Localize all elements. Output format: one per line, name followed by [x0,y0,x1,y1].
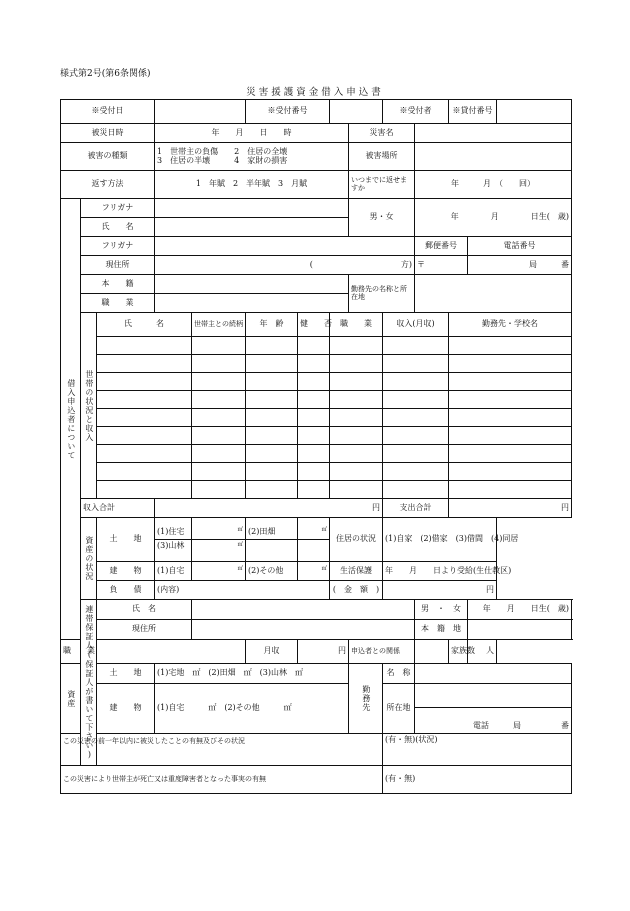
damage-place-field[interactable] [415,143,572,171]
applicant-furigana2-field[interactable] [155,237,415,256]
guarantor-occupation-row [61,640,572,664]
guarantor-address-label: 現住所 [97,620,192,640]
damage-place-label: 被害場所 [349,143,415,171]
application-form-table [60,99,572,794]
member-occupation-cell[interactable] [330,463,383,481]
applicant-address-row [61,256,572,275]
m2-unit: ㎡ [237,526,244,533]
question-2-row [61,766,572,794]
member-health-cell[interactable] [298,391,330,409]
debt-amount-label: ( 金 額 ) [330,581,383,600]
member-income-cell[interactable] [383,409,449,427]
guarantor-land-label: 土 地 [97,664,155,684]
m2-unit: ㎡ [237,542,244,548]
applicant-occupation-label: 職 業 [81,294,155,313]
member-relation-cell[interactable] [192,337,246,355]
member-name-cell[interactable] [97,463,192,481]
member-age-cell[interactable] [246,463,298,481]
member-income-cell[interactable] [383,445,449,463]
member-name-cell[interactable] [97,409,192,427]
applicant-furigana-field[interactable] [155,199,349,218]
member-occupation-cell[interactable] [330,337,383,355]
disaster-name-field[interactable] [415,124,572,143]
household-header-row [61,313,572,337]
household-member-row [61,391,572,409]
welfare-label: 生活保護 [330,562,383,581]
guarantor-building-options[interactable]: (1)自宅 ㎡ (2)その他 ㎡ [155,684,349,734]
repayment-deadline-field[interactable]: 年 月 （ 回） [415,171,572,199]
member-occupation-cell[interactable] [330,373,383,391]
reception-person-label: ※受付者 [383,100,449,124]
member-school-cell[interactable] [449,481,572,499]
guarantor-monthly-label: 月収 [246,640,298,664]
guarantor-assets-label: 資産 [61,664,81,734]
housing-status-options[interactable]: (1)自家 (2)借家 (3)借間 (4)同居 [383,518,497,562]
member-age-cell[interactable] [246,391,298,409]
postal-code-field[interactable]: 〒 [415,256,468,275]
household-member-row [61,355,572,373]
assets-land-residential[interactable] [155,518,192,540]
phone-number-label: 電話番号 [468,237,572,256]
member-name-cell[interactable] [97,337,192,355]
member-name-cell[interactable] [97,445,192,463]
guarantor-name-row [61,600,572,620]
land-residential-unit [192,518,246,540]
member-health-cell[interactable] [298,373,330,391]
member-income-cell[interactable] [383,355,449,373]
assets-debt-content[interactable]: (内容) [155,581,330,600]
household-col-age: 年 齢 [246,313,298,337]
applicant-domicile-label: 本 籍 [81,275,155,294]
assets-land-field[interactable] [246,518,298,540]
applicant-furigana2-row [61,237,572,256]
reception-row [61,100,572,124]
member-relation-cell[interactable] [192,463,246,481]
m2-unit: ㎡ [237,565,244,572]
applicant-furigana-label: フリガナ [81,199,155,218]
household-member-row [61,337,572,355]
applicant-birth[interactable]: 年 月 日生( 歳) [415,199,572,237]
land-forest-text: (3)山林 [157,541,185,550]
household-col-name: 氏 名 [97,313,192,337]
member-occupation-cell[interactable] [330,481,383,499]
household-member-row [61,409,572,427]
loan-number-field[interactable] [497,100,572,124]
member-occupation-cell[interactable] [330,409,383,427]
household-col-occupation: 職 業 [330,313,383,337]
member-age-cell[interactable] [246,445,298,463]
guarantor-relation-field[interactable] [415,640,449,664]
member-income-cell[interactable] [383,481,449,499]
guarantor-land-row [61,664,572,684]
member-health-cell[interactable] [298,481,330,499]
damage-options-line-2: 3 住居の半壊 4 家財の損害 [157,155,288,165]
guarantor-work-label: 勤務先 [349,664,383,734]
question-2-text: この災害により世帯主が死亡又は重度障害者となった事実の有無 [61,766,383,794]
member-occupation-cell[interactable] [330,427,383,445]
land-field-text: (2)田畑 [248,527,276,537]
member-school-cell[interactable] [449,427,572,445]
guarantor-name-field[interactable] [192,600,415,620]
guarantor-work-name-label: 名 称 [383,664,415,684]
disaster-datetime-row [61,124,572,143]
household-col-income: 収入(月収) [383,313,449,337]
assets-building-row [61,562,572,581]
assets-debt-row [61,581,572,600]
income-total-field[interactable]: 円 [155,499,383,518]
member-relation-cell[interactable] [192,427,246,445]
applicant-address-field[interactable]: ( 方) [155,256,415,275]
reception-date-field[interactable] [155,100,246,124]
member-school-cell[interactable] [449,409,572,427]
guarantor-birth[interactable]: 年 月 日生( 歳) [468,600,572,620]
member-name-cell[interactable] [97,427,192,445]
member-school-cell[interactable] [449,391,572,409]
member-relation-cell[interactable] [192,373,246,391]
reception-date-label: ※受付日 [61,100,155,124]
guarantor-work-address-field[interactable] [415,684,572,708]
question-1-text: この災害の前一年以内に被災したことの有無及びその状況 [61,734,383,766]
member-relation-cell[interactable] [192,355,246,373]
applicant-occupation-field[interactable] [155,294,349,313]
welfare-field[interactable]: 年 月 日より受給(生仕教区) [383,562,497,581]
applicant-name-field[interactable] [155,218,349,237]
member-name-cell[interactable] [97,391,192,409]
applicant-workplace-field[interactable] [415,275,572,313]
applicant-furigana2-label: フリガナ [81,237,155,256]
damage-options-line-1: 1 世帯主の負傷 2 住居の全壊 [157,146,288,156]
building-other-unit [298,562,330,581]
guarantor-occupation-field[interactable] [97,640,246,664]
guarantor-building-row [61,684,572,708]
member-school-cell[interactable] [449,337,572,355]
household-member-row [61,463,572,481]
assets-debt-label: 負 債 [97,581,155,600]
repayment-options[interactable]: 1 年賦 2 半年賦 3 月賦 [155,171,349,199]
member-occupation-cell[interactable] [330,355,383,373]
member-age-cell[interactable] [246,337,298,355]
guarantor-work-name-field[interactable] [415,664,572,684]
land-field-unit [298,518,330,540]
assets-building-home[interactable] [155,562,192,581]
guarantor-sex[interactable]: 男 ・ 女 [415,600,468,620]
expense-total-field[interactable]: 円 [449,499,572,518]
assets-building-other[interactable] [246,562,298,581]
income-total-label: 収入合計 [81,499,155,518]
member-health-cell[interactable] [298,427,330,445]
guarantor-domicile-field[interactable] [468,620,572,640]
applicant-sex[interactable]: 男・女 [349,199,415,237]
member-health-cell[interactable] [298,337,330,355]
member-health-cell[interactable] [298,409,330,427]
household-label: 世帯の状況と収入 [81,313,97,499]
applicant-domicile-row [61,275,572,294]
member-school-cell[interactable] [449,445,572,463]
member-occupation-cell[interactable] [330,391,383,409]
question-1-answer[interactable]: (有・無)(状況) [383,734,572,766]
member-income-cell[interactable] [383,337,449,355]
building-home-unit [192,562,246,581]
household-col-relation: 世帯主との続柄 [192,313,246,337]
assets-building-label: 建 物 [97,562,155,581]
member-relation-cell[interactable] [192,481,246,499]
building-home-text: (1)自宅 [157,565,185,575]
household-member-row [61,427,572,445]
disaster-datetime-field[interactable]: 年 月 日 時 [155,124,349,143]
applicant-section-label: 借入申込者について [61,199,81,640]
reception-number-field[interactable] [330,100,383,124]
household-col-school: 勤務先・学校名 [449,313,572,337]
question-2-answer[interactable]: (有・無) [383,766,572,794]
applicant-address-label: 現住所 [81,256,155,275]
member-age-cell[interactable] [246,355,298,373]
applicant-workplace-label: 勤務先の名称と所在地 [349,275,415,313]
member-income-cell[interactable] [383,427,449,445]
member-name-cell[interactable] [97,355,192,373]
member-age-cell[interactable] [246,427,298,445]
applicant-domicile-field[interactable] [155,275,349,294]
guarantor-domicile-label: 本 籍 地 [415,620,468,640]
loan-number-label: ※貸付番号 [449,100,497,124]
household-member-row [61,373,572,391]
assets-land-empty [298,540,330,562]
assets-land-row-1 [61,518,572,540]
member-income-cell[interactable] [383,463,449,481]
m2-unit: ㎡ [321,526,328,533]
member-school-cell[interactable] [449,463,572,481]
guarantor-address-row [61,620,572,640]
member-name-cell[interactable] [97,481,192,499]
member-income-cell[interactable] [383,373,449,391]
m2-unit: ㎡ [321,565,328,572]
member-relation-cell[interactable] [192,445,246,463]
building-other-text: (2)その他 [248,565,284,575]
phone-number-field[interactable]: 局 番 [468,256,572,275]
applicant-name-label: 氏 名 [81,218,155,237]
member-age-cell[interactable] [246,373,298,391]
repayment-label: 返す方法 [61,171,155,199]
guarantor-name-label: 氏 名 [97,600,192,620]
member-occupation-cell[interactable] [330,445,383,463]
member-name-cell[interactable] [97,373,192,391]
member-health-cell[interactable] [298,355,330,373]
member-income-cell[interactable] [383,391,449,409]
land-forest-unit [192,540,246,562]
guarantor-family-label: 家族数 [449,640,468,664]
assets-land-label: 土 地 [97,518,155,562]
guarantor-monthly-field[interactable]: 円 [298,640,349,664]
member-relation-cell[interactable] [192,391,246,409]
applicant-furigana-row [61,199,572,218]
assets-land-empty [246,540,298,562]
housing-status-label: 住居の状況 [330,518,383,562]
question-1-row [61,734,572,766]
income-total-row [61,499,572,518]
damage-type-row [61,143,572,171]
household-member-row [61,481,572,499]
guarantor-land-options[interactable]: (1)宅地 ㎡ (2)田畑 ㎡ (3)山林 ㎡ [155,664,349,684]
member-age-cell[interactable] [246,481,298,499]
expense-total-label: 支出合計 [383,499,449,518]
guarantor-building-label: 建 物 [97,684,155,734]
guarantor-family-field[interactable]: 人 [468,640,497,664]
debt-amount-field[interactable]: 円 [383,581,497,600]
guarantor-address-field[interactable] [192,620,415,640]
land-residential-text: (1)住宅 [157,527,185,537]
guarantor-work-phone[interactable]: 電話 局 番 [415,708,572,734]
member-school-cell[interactable] [449,373,572,391]
member-age-cell[interactable] [246,409,298,427]
guarantor-occupation-label: 職 業 [61,640,97,664]
guarantor-relation-label: 申込者との関係 [349,640,415,664]
reception-number-label: ※受付番号 [246,100,330,124]
member-health-cell[interactable] [298,463,330,481]
member-school-cell[interactable] [449,355,572,373]
postal-code-label: 郵便番号 [415,237,468,256]
form-title: 災害援護資金借入申込書 [246,87,384,98]
repayment-row [61,171,572,199]
member-relation-cell[interactable] [192,409,246,427]
household-member-row [61,445,572,463]
disaster-name-label: 災害名 [349,124,415,143]
guarantor-section-label: 連帯保証人(保証人が書いて下さい) [81,600,97,766]
damage-type-options[interactable] [155,143,349,171]
household-col-health: 健 否 [298,313,330,337]
member-health-cell[interactable] [298,445,330,463]
disaster-datetime-label: 被災日時 [61,124,155,143]
repayment-deadline-label: いつまでに返せますか [349,171,415,199]
assets-label: 資産の状況 [81,518,97,600]
damage-type-label: 被害の種類 [61,143,155,171]
form-number: 様式第2号(第6条関係) [60,69,151,79]
guarantor-work-address-label: 所在地 [383,684,415,734]
assets-land-forest[interactable] [155,540,192,562]
